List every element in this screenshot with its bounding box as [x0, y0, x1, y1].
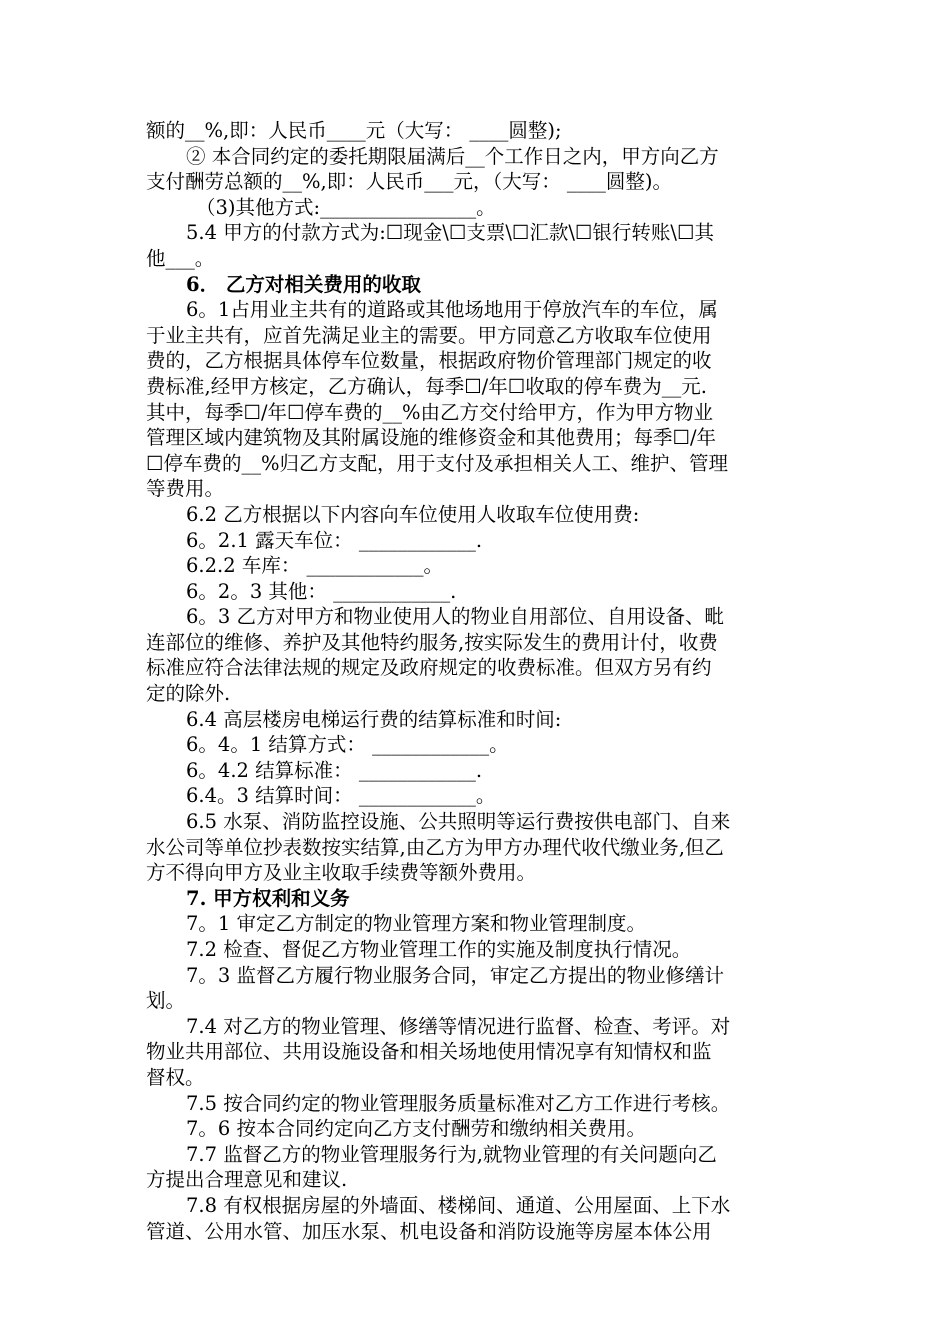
text-line: 费的，乙方根据具体停车位数量，根据政府物价管理部门规定的收: [146, 349, 712, 373]
text-line: 6.2.2 车库： ____________。: [186, 554, 444, 578]
text-line: 管道、公用水管、加压水泵、机电设备和消防设施等房屋本体公用: [146, 1219, 712, 1243]
text-line: 划。: [146, 989, 186, 1013]
text-line: 7.2 检查、督促乙方物业管理工作的实施及制度执行情况。: [186, 938, 692, 961]
text-line: 方提出合理意见和建议.: [146, 1168, 348, 1192]
text-line: 等费用。: [146, 477, 225, 501]
text-line: 费标准,经甲方核定，乙方确认，每季☐/年☐收取的停车费为__元.: [146, 374, 707, 398]
text-line: 连部位的维修、养护及其他特约服务,按实际发生的费用计付，收费: [146, 630, 718, 654]
text-line: 定的除外.: [146, 682, 231, 706]
text-line: 6。3 乙方对甲方和物业使用人的物业自用部位、自用设备、毗: [186, 605, 725, 629]
text-line: 支付酬劳总额的__%,即：人民币___元，（大写： ____圆整)。: [146, 170, 673, 194]
text-line: 5.4 甲方的付款方式为:☐现金\☐支票\☐汇款\☐银行转账\☐其: [186, 221, 714, 245]
text-line: 6。4.2 结算标准： ____________.: [186, 758, 483, 782]
text-line: 水公司等单位抄表数按实结算,由乙方为甲方办理代收代缴业务,但乙: [146, 835, 724, 859]
text-line: 7。6 按本合同约定向乙方支付酬劳和缴纳相关费用。: [186, 1117, 647, 1141]
text-line: 额的__%,即：人民币____元（大写： ____圆整);: [146, 119, 562, 142]
text-line: 6.2 乙方根据以下内容向车位使用人收取车位使用费:: [186, 502, 640, 526]
text-line: （3)其他方式:________________。: [196, 195, 496, 219]
text-line: 6。1占用业主共有的道路或其他场地用于停放汽车的车位，属: [186, 298, 718, 322]
text-line: 他___。: [146, 246, 215, 270]
text-line: 7。3 监督乙方履行物业服务合同，审定乙方提出的物业修缮计: [186, 963, 725, 987]
text-line: 6。2。3 其他： ____________.: [186, 579, 457, 603]
text-line: 督权。: [146, 1065, 205, 1089]
text-line: 其中，每季☐/年☐停车费的__%由乙方交付给甲方，作为甲方物业: [146, 400, 714, 424]
text-line: 标准应符合法律法规的规定及政府规定的收费标准。但双方另有约: [146, 656, 712, 680]
document-page: [146, 118, 812, 1244]
text-line: ☐停车费的__%归乙方支配，用于支付及承担相关人工、维护、管理: [146, 451, 729, 475]
text-line: 7。1 审定乙方制定的物业管理方案和物业管理制度。: [186, 912, 647, 936]
text-line: 管理区域内建筑物及其附属设施的维修资金和其他费用；每季☐/年: [146, 426, 717, 450]
text-line: 7.8 有权根据房屋的外墙面、楼梯间、通道、公用屋面、上下水: [186, 1193, 731, 1217]
text-line: 6.4 高层楼房电梯运行费的结算标准和时间:: [186, 707, 562, 731]
section-heading: 7. 甲方权利和义务: [186, 886, 350, 910]
text-line: 7.4 对乙方的物业管理、修缮等情况进行监督、检查、考评。对: [186, 1014, 731, 1038]
text-line: 于业主共有，应首先满足业主的需要。甲方同意乙方收取车位使用: [146, 323, 712, 347]
text-line: 7.5 按合同约定的物业管理服务质量标准对乙方工作进行考核。: [186, 1091, 731, 1115]
text-line: 6。2.1 露天车位： ____________.: [186, 528, 483, 552]
text-line: 方不得向甲方及业主收取手续费等额外费用。: [146, 861, 537, 885]
text-line: 7.7 监督乙方的物业管理服务行为,就物业管理的有关问题向乙: [186, 1142, 717, 1166]
section-heading: 6． 乙方对相关费用的收取: [186, 272, 421, 296]
text-line: 6。4。1 结算方式： ____________。: [186, 733, 509, 757]
text-line: 6.5 水泵、消防监控设施、公共照明等运行费按供电部门、自来: [186, 810, 731, 834]
text-line: 6.4。3 结算时间： ____________。: [186, 784, 496, 808]
text-line: ② 本合同约定的委托期限届满后__个工作日之内，甲方向乙方: [186, 144, 719, 168]
text-line: 物业共用部位、共用设施设备和相关场地使用情况享有知情权和监: [146, 1040, 712, 1064]
